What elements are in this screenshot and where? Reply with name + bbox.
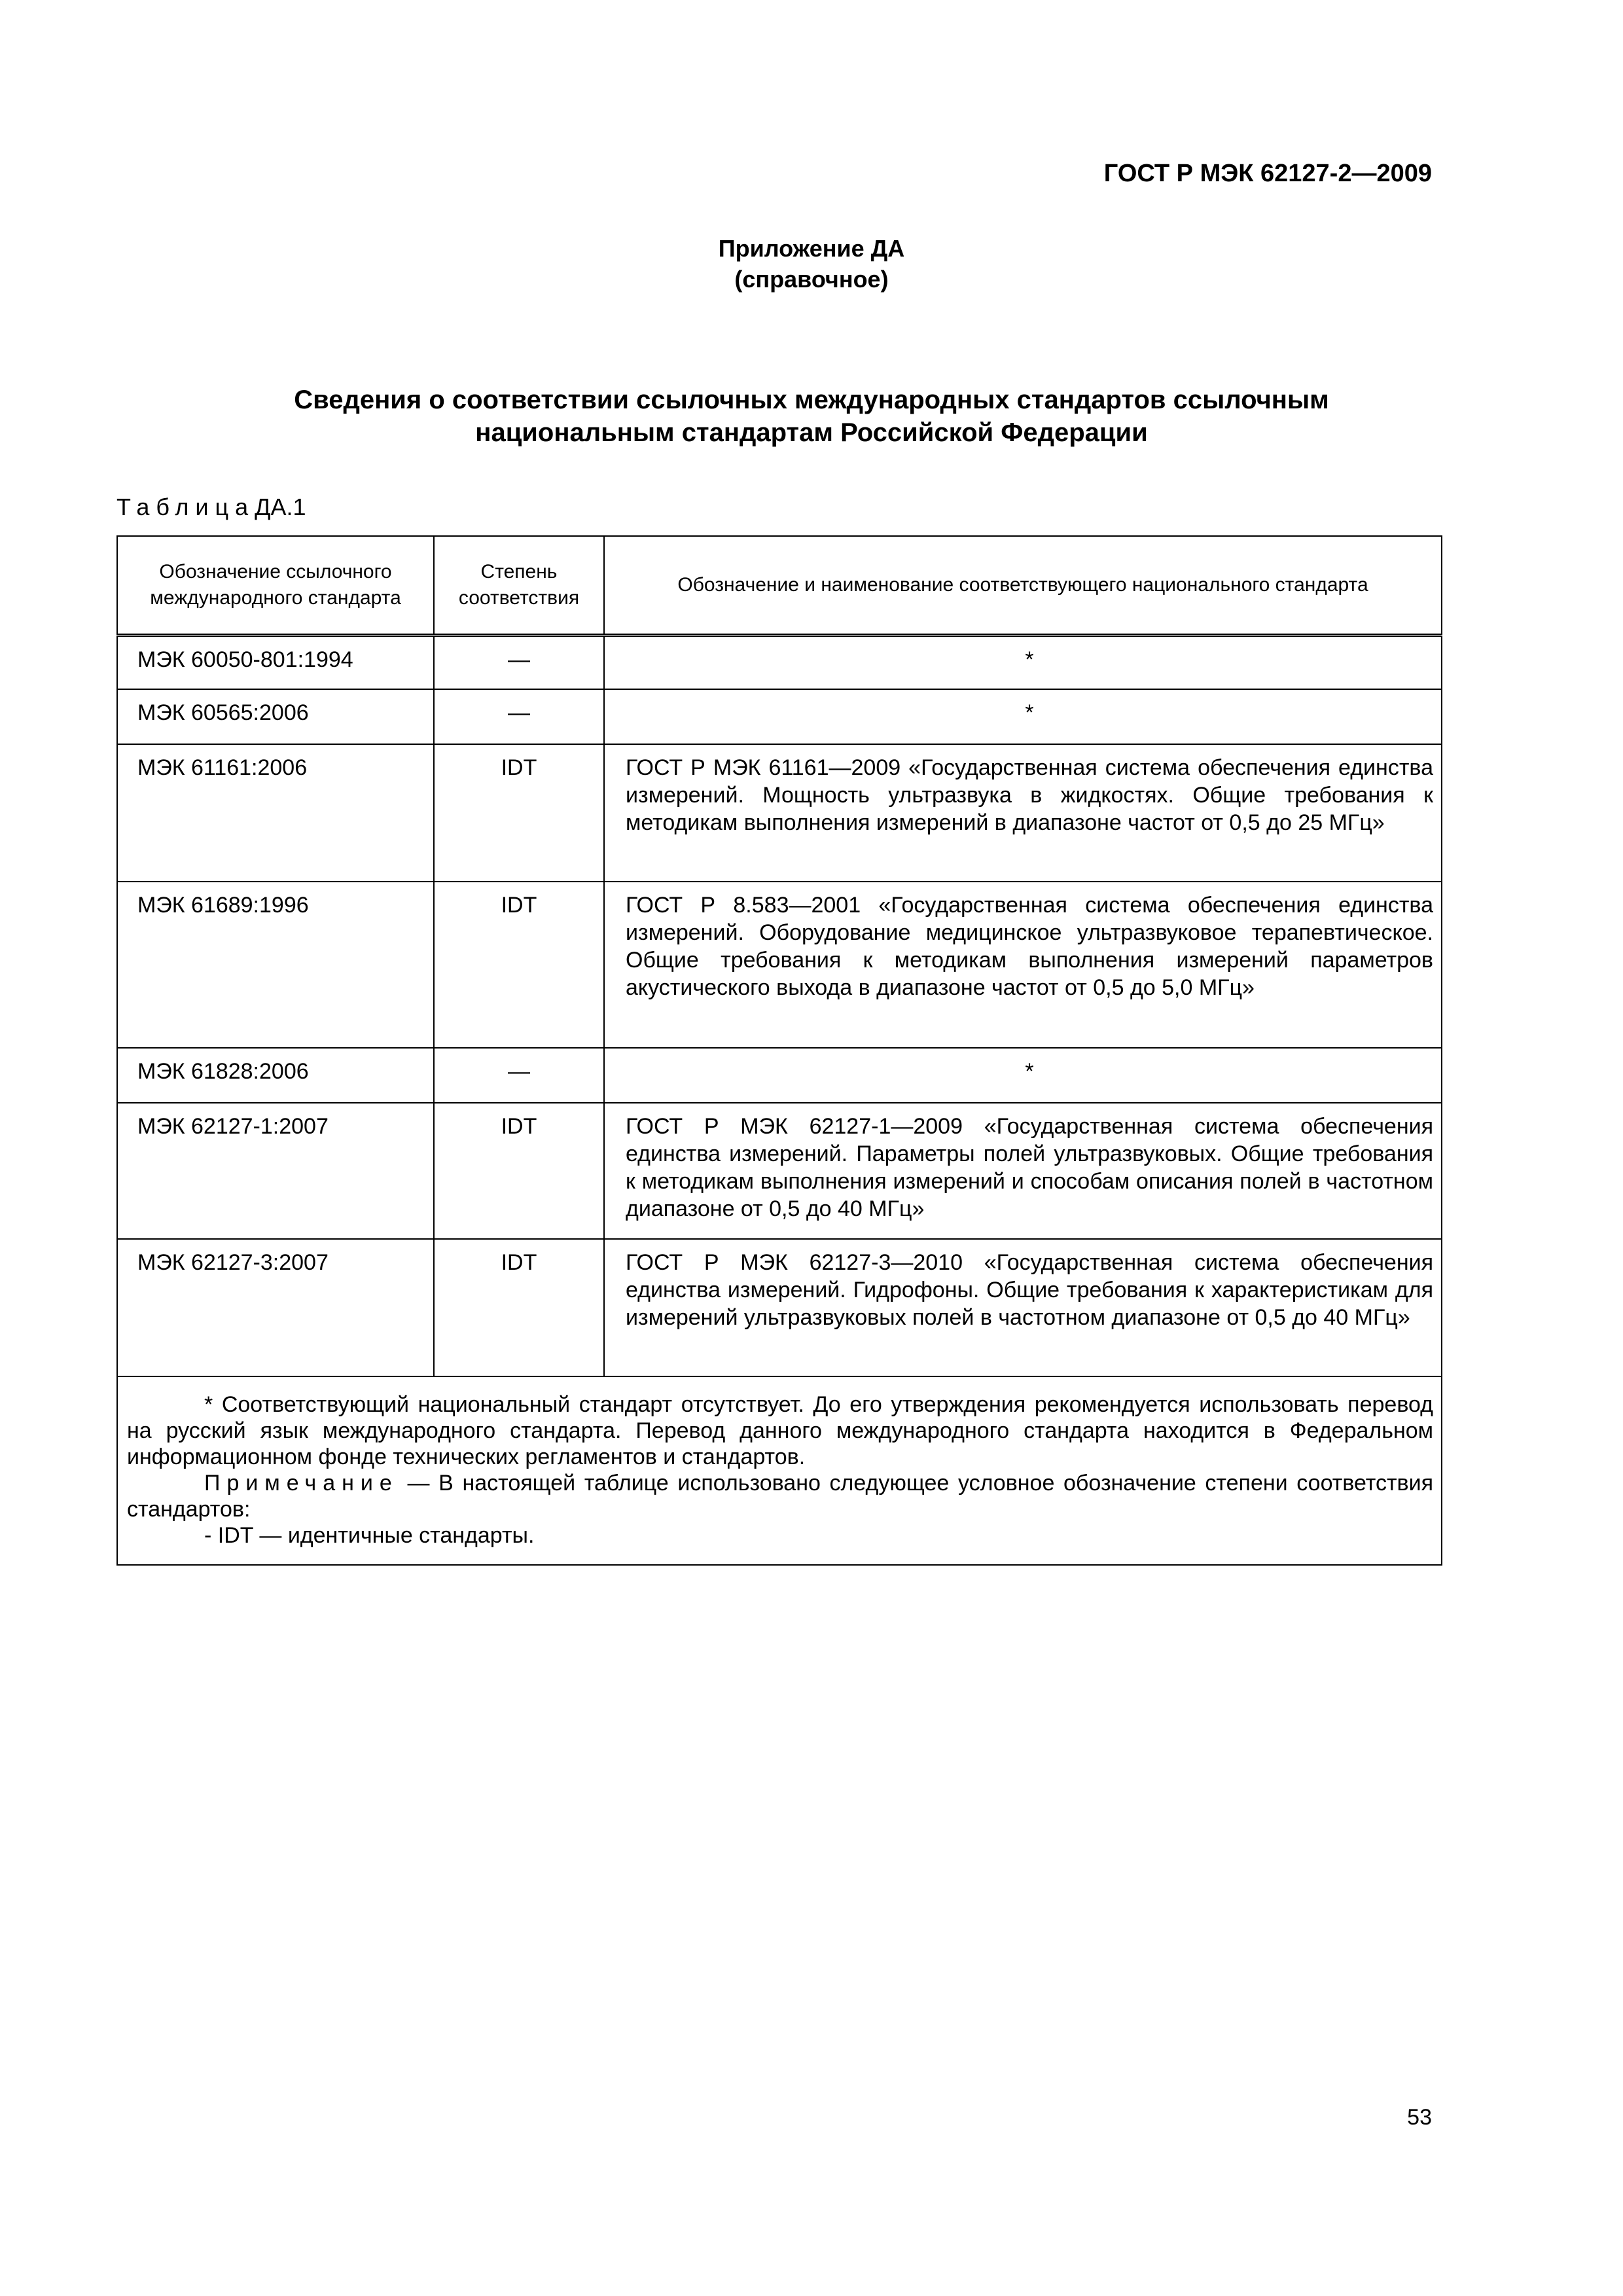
table-caption bbox=[116, 493, 306, 521]
degree-cell: — bbox=[434, 636, 604, 689]
intl-standard-cell: МЭК 60565:2006 bbox=[117, 689, 434, 744]
table-row bbox=[117, 1048, 1442, 1103]
table-caption-word: Таблица bbox=[116, 493, 255, 520]
intl-standard-cell: МЭК 61161:2006 bbox=[117, 744, 434, 882]
national-standard-cell: * bbox=[604, 689, 1442, 744]
footnote-text: * Соответствующий национальный стандарт отсутствует. До его утверждения рекомендуется использовать перевод на русский язык международного стандарта. Перевод данного международного стандарта находится в Федеральном информационном фонде технических регламентов и стандартов. bbox=[127, 1391, 1433, 1469]
table-row bbox=[117, 744, 1442, 882]
table-caption-number: ДА.1 bbox=[255, 493, 306, 520]
header-international-standard bbox=[117, 536, 434, 636]
degree-cell: IDT bbox=[434, 882, 604, 1048]
degree-cell: IDT bbox=[434, 1239, 604, 1376]
page-number: 53 bbox=[1407, 2105, 1432, 2130]
national-standard-cell: * bbox=[604, 636, 1442, 689]
header-col2-line1: Степень bbox=[480, 561, 558, 583]
degree-cell: IDT bbox=[434, 1103, 604, 1239]
note-text: — В настоящей таблице использовано следующее условное обозначение степени соответствия стандартов: bbox=[127, 1470, 1433, 1522]
annex-title: Приложение ДА bbox=[718, 235, 905, 262]
table-header-row bbox=[117, 536, 1442, 636]
national-standard-cell: ГОСТ Р МЭК 62127-3—2010 «Государственная система обеспечения единства измерений. Гидрофоны. Общие требования к характеристикам для измерений ультразвуковых полей в частотном диапазоне от 0,5 до 40 МГц» bbox=[604, 1239, 1442, 1376]
national-standard-cell: ГОСТ Р 8.583—2001 «Государственная система обеспечения единства измерений. Оборудование медицинское ультразвуковое терапевтическое. Общие требования к методикам выполнения измерений параметров акустического выхода в диапазоне частот от 0,5 до 5,0 МГц» bbox=[604, 882, 1442, 1048]
table-row bbox=[117, 1103, 1442, 1239]
national-standard-cell: ГОСТ Р МЭК 62127-1—2009 «Государственная система обеспечения единства измерений. Параметры полей ультразвуковых. Общие требования к методикам выполнения измерений и способам описания полей в частотном диапазоне от 0,5 до 40 МГц» bbox=[604, 1103, 1442, 1239]
table-footnote-cell bbox=[117, 1376, 1442, 1565]
degree-cell: IDT bbox=[434, 744, 604, 882]
table-row bbox=[117, 636, 1442, 689]
intl-standard-cell: МЭК 62127-1:2007 bbox=[117, 1103, 434, 1239]
header-col1-line2: международного стандарта bbox=[150, 587, 401, 609]
table-note bbox=[127, 1470, 1433, 1522]
section-title-line-1: Сведения о соответствии ссылочных международных стандартов ссылочным bbox=[294, 386, 1329, 414]
header-col1-line1: Обозначение ссылочного bbox=[159, 561, 392, 583]
header-national-standard: Обозначение и наименование соответствующего национального стандарта bbox=[604, 536, 1442, 636]
intl-standard-cell: МЭК 61689:1996 bbox=[117, 882, 434, 1048]
national-standard-cell: ГОСТ Р МЭК 61161—2009 «Государственная система обеспечения единства измерений. Мощность ультразвука в жидкостях. Общие требования к методикам выполнения измерений в диапазоне частот от 0,5 до 25 МГц» bbox=[604, 744, 1442, 882]
intl-standard-cell: МЭК 61828:2006 bbox=[117, 1048, 434, 1103]
note-label: Примечание bbox=[204, 1470, 399, 1496]
correspondence-table bbox=[116, 535, 1442, 1566]
degree-cell: — bbox=[434, 689, 604, 744]
section-title bbox=[196, 384, 1427, 449]
intl-standard-cell: МЭК 60050-801:1994 bbox=[117, 636, 434, 689]
section-title-line-2: национальным стандартам Российской Федерации bbox=[475, 418, 1148, 447]
header-col2-line2: соответствия bbox=[458, 587, 580, 609]
intl-standard-cell: МЭК 62127-3:2007 bbox=[117, 1239, 434, 1376]
table-row bbox=[117, 689, 1442, 744]
annex-heading bbox=[0, 233, 1623, 295]
degree-cell: — bbox=[434, 1048, 604, 1103]
annex-subtitle: (справочное) bbox=[734, 266, 889, 293]
table-footer-row bbox=[117, 1376, 1442, 1565]
table-row bbox=[117, 1239, 1442, 1376]
note-item: - IDT — идентичные стандарты. bbox=[204, 1522, 535, 1548]
national-standard-cell: * bbox=[604, 1048, 1442, 1103]
table-row bbox=[117, 882, 1442, 1048]
document-code: ГОСТ Р МЭК 62127-2—2009 bbox=[1103, 160, 1432, 187]
header-degree bbox=[434, 536, 604, 636]
